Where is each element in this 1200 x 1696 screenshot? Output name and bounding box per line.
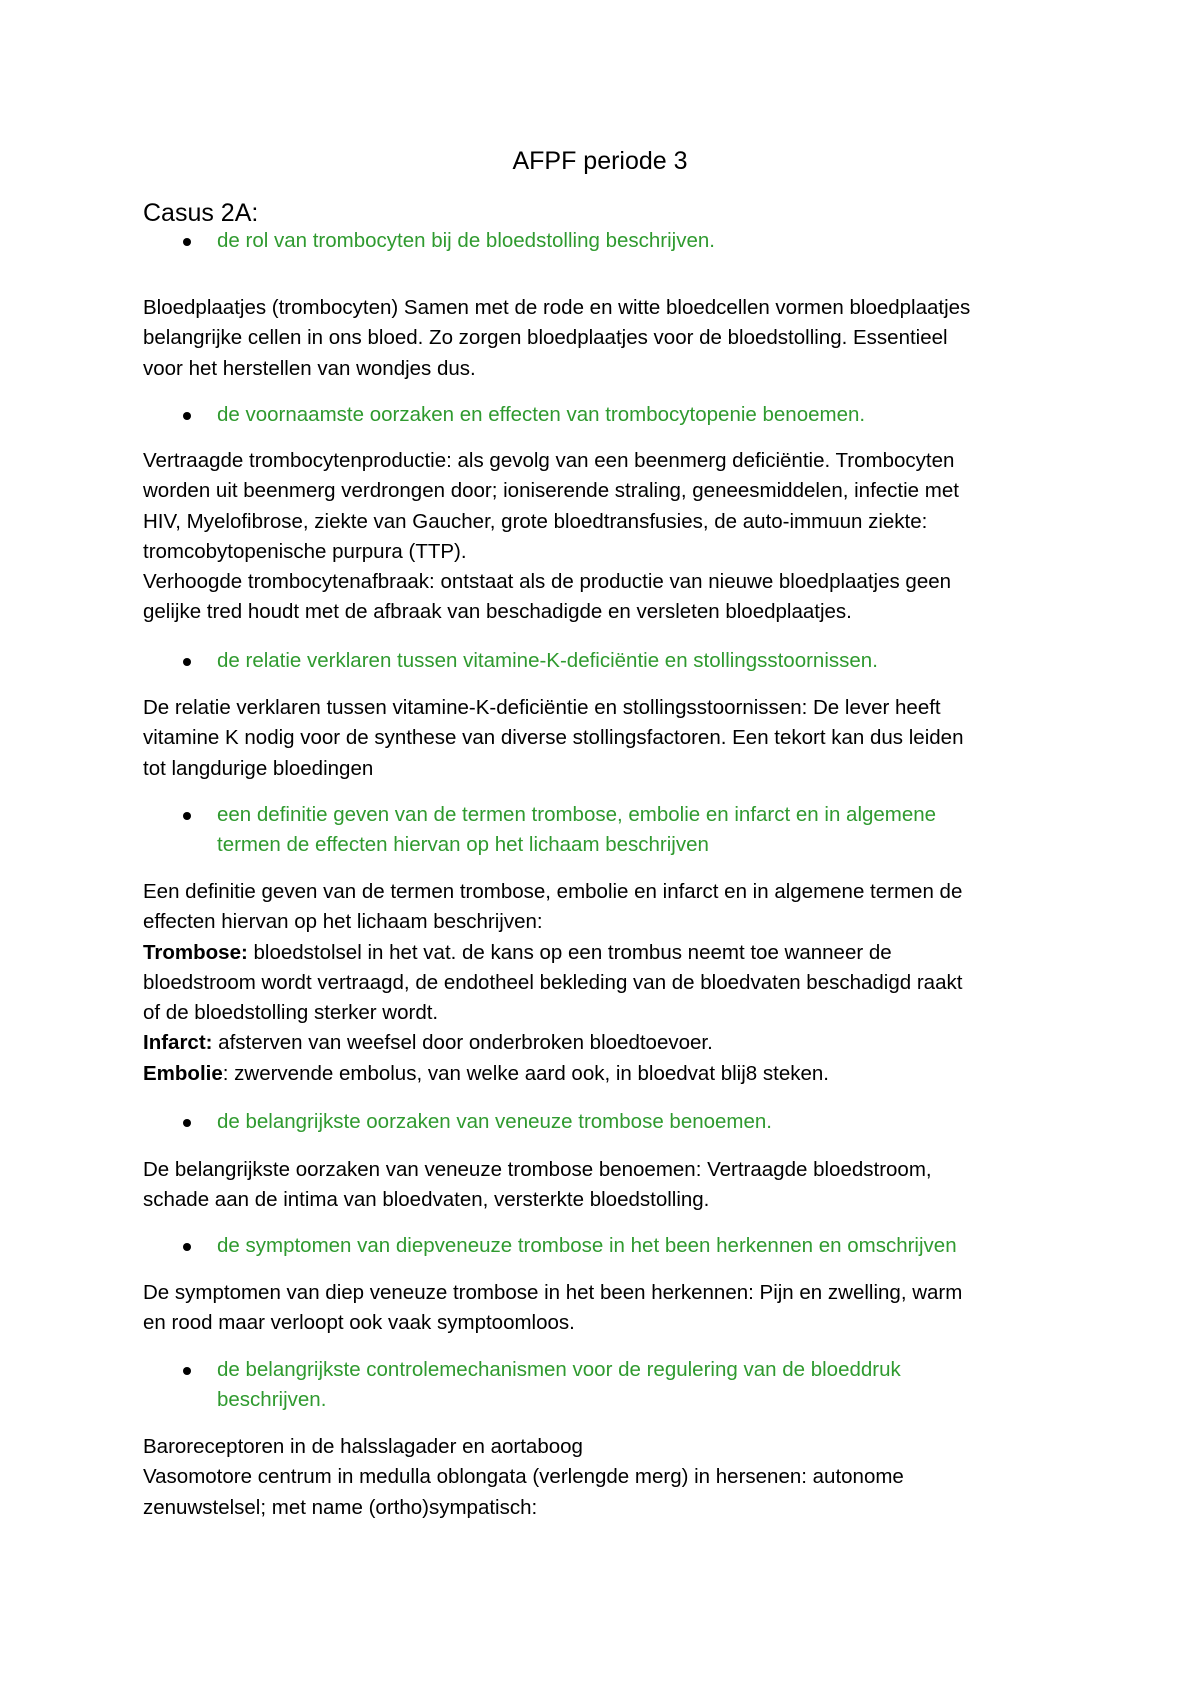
paragraph-line: Een definitie geven van de termen trombose, embolie en infarct en in algemene termen de bbox=[143, 880, 963, 903]
paragraph-2 bbox=[143, 446, 1073, 628]
bullet-icon bbox=[183, 658, 191, 666]
paragraph-line: De relatie verklaren tussen vitamine-K-deficiëntie en stollingsstoornissen: De lever heeft bbox=[143, 696, 941, 719]
learning-goal-6 bbox=[143, 1231, 1073, 1261]
paragraph-line: schade aan de intima van bloedvaten, versterkte bloedstolling. bbox=[143, 1188, 710, 1212]
paragraph-1 bbox=[143, 293, 1073, 384]
paragraph-line: Baroreceptoren in de halsslagader en aortaboog bbox=[143, 1435, 583, 1458]
definition-embolie bbox=[143, 1059, 1073, 1089]
bullet-icon bbox=[183, 1243, 191, 1251]
document-title: AFPF periode 3 bbox=[512, 147, 688, 175]
term-text: afsterven van weefsel door onderbroken bloedtoevoer. bbox=[212, 1031, 713, 1055]
paragraph-line: tot langdurige bloedingen bbox=[143, 756, 374, 780]
learning-goal-7 bbox=[143, 1355, 1073, 1416]
learning-goal-text: termen de effecten hiervan op het lichaam beschrijven bbox=[217, 833, 709, 857]
learning-goal-text: een definitie geven van de termen trombose, embolie en infarct en in algemene bbox=[217, 803, 937, 826]
term-text: : zwervende embolus, van welke aard ook, in bloedvat blij8 steken. bbox=[222, 1061, 829, 1085]
bullet-icon bbox=[183, 812, 191, 820]
bullet-icon bbox=[183, 1119, 191, 1127]
paragraph-line: zenuwstelsel; met name (ortho)sympatisch: bbox=[143, 1495, 538, 1519]
paragraph-line: Vertraagde trombocytenproductie: als gevolg van een beenmerg deficiëntie. Trombocyten bbox=[143, 449, 955, 472]
paragraph-line: gelijke tred houdt met de afbraak van beschadigde en versleten bloedplaatjes. bbox=[143, 600, 852, 624]
learning-goal-text: de voornaamste oorzaken en effecten van trombocytopenie benoemen. bbox=[217, 403, 866, 426]
learning-goal-3 bbox=[143, 646, 1073, 676]
paragraph-line: worden uit beenmerg verdrongen door; ioniserende straling, geneesmiddelen, infectie met bbox=[143, 479, 959, 503]
paragraph-line: Verhoogde trombocytenafbraak: ontstaat als de productie van nieuwe bloedplaatjes geen bbox=[143, 570, 952, 594]
paragraph-line: De belangrijkste oorzaken van veneuze trombose benoemen: Vertraagde bloedstroom, bbox=[143, 1158, 932, 1181]
paragraph-line: De symptomen van diep veneuze trombose in het been herkennen: Pijn en zwelling, warm bbox=[143, 1281, 963, 1304]
paragraph-3 bbox=[143, 693, 1073, 784]
paragraph-4 bbox=[143, 877, 1073, 1089]
learning-goal-4 bbox=[143, 800, 1073, 861]
paragraph-line: of de bloedstolling sterker wordt. bbox=[143, 1001, 439, 1025]
term-label: Embolie bbox=[143, 1061, 223, 1085]
learning-goal-1 bbox=[143, 226, 1073, 256]
definition-trombose bbox=[143, 938, 1073, 968]
definition-infarct bbox=[143, 1028, 1073, 1058]
paragraph-line: tromcobytopenische purpura (TTP). bbox=[143, 539, 467, 563]
bullet-icon bbox=[183, 238, 191, 246]
paragraph-5 bbox=[143, 1155, 1073, 1216]
paragraph-line: vitamine K nodig voor de synthese van diverse stollingsfactoren. Een tekort kan dus leiden bbox=[143, 726, 964, 750]
learning-goal-text: de symptomen van diepveneuze trombose in het been herkennen en omschrijven bbox=[217, 1234, 957, 1257]
learning-goal-text: beschrijven. bbox=[217, 1388, 327, 1412]
learning-goal-text: de rol van trombocyten bij de bloedstolling beschrijven. bbox=[217, 229, 715, 252]
paragraph-line: HIV, Myelofibrose, ziekte van Gaucher, grote bloedtransfusies, de auto-immuun ziekte: bbox=[143, 509, 928, 533]
learning-goal-5 bbox=[143, 1107, 1073, 1137]
bullet-icon bbox=[183, 1367, 191, 1375]
paragraph-line: voor het herstellen van wondjes dus. bbox=[143, 356, 476, 380]
paragraph-line: Bloedplaatjes (trombocyten) Samen met de rode en witte bloedcellen vormen bloedplaatjes bbox=[143, 296, 971, 319]
bullet-icon bbox=[183, 412, 191, 420]
paragraph-line: effecten hiervan op het lichaam beschrijven: bbox=[143, 910, 543, 934]
paragraph-line: belangrijke cellen in ons bloed. Zo zorgen bloedplaatjes voor de bloedstolling. Essentieel bbox=[143, 326, 948, 350]
learning-goal-2 bbox=[143, 400, 1073, 430]
term-label: Infarct: bbox=[143, 1031, 213, 1055]
term-label: Trombose: bbox=[143, 940, 248, 964]
paragraph-7 bbox=[143, 1432, 1073, 1523]
learning-goal-text: de belangrijkste oorzaken van veneuze trombose benoemen. bbox=[217, 1110, 772, 1133]
paragraph-line: bloedstroom wordt vertraagd, de endotheel bekleding van de bloedvaten beschadigd raakt bbox=[143, 970, 963, 994]
section-heading-casus: Casus 2A: bbox=[143, 199, 259, 227]
term-text: bloedstolsel in het vat. de kans op een trombus neemt toe wanneer de bbox=[247, 940, 892, 964]
learning-goal-text: de relatie verklaren tussen vitamine-K-deficiëntie en stollingsstoornissen. bbox=[217, 649, 878, 672]
paragraph-line: Vasomotore centrum in medulla oblongata (verlengde merg) in hersenen: autonome bbox=[143, 1465, 904, 1489]
paragraph-6 bbox=[143, 1278, 1073, 1339]
learning-goal-text: de belangrijkste controlemechanismen voor de regulering van de bloeddruk bbox=[217, 1358, 901, 1381]
paragraph-line: en rood maar verloopt ook vaak symptoomloos. bbox=[143, 1311, 575, 1335]
